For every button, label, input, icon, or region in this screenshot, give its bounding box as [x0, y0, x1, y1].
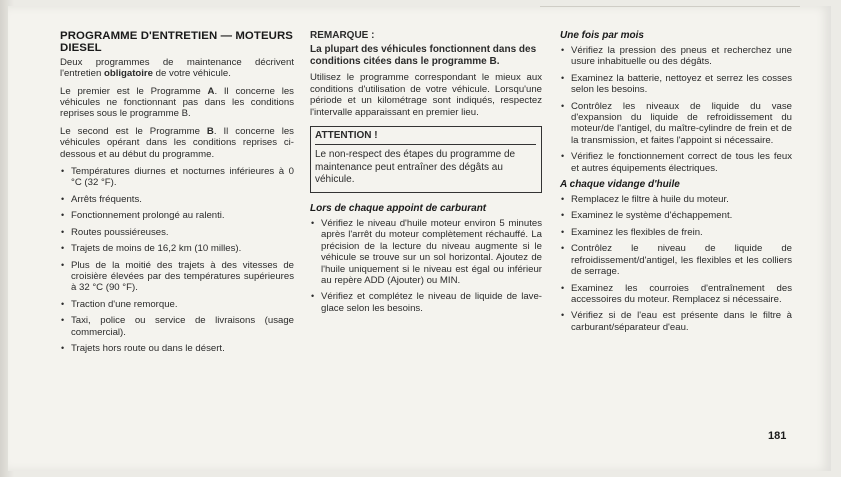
- warning-text: Le non-respect des étapes du programme de maintenance peut entraîner des dégâts au véhicule.: [315, 149, 516, 186]
- oil-change-heading: A chaque vidange d'huile: [560, 179, 680, 191]
- column-right: [560, 30, 792, 338]
- list-item-text: Fonctionnement prolongé au ralenti.: [71, 210, 225, 222]
- list-item: [560, 194, 792, 205]
- programme-b-text-end: . Il concerne les véhicules opérant dans les conditions reprises ci-dessous et au début du programme.: [60, 125, 294, 160]
- list-item: [60, 227, 294, 238]
- list-item-text: Taxi, police ou service de livraisons (usage commercial).: [71, 315, 294, 338]
- page-number: 181: [768, 430, 787, 442]
- list-item-text: Examinez les courroies d'entraînement des accessoires du moteur. Remplacez si nécessaire.: [571, 282, 792, 305]
- bullet-icon: •: [561, 226, 565, 237]
- bullet-icon: •: [561, 243, 565, 254]
- column-middle: [310, 30, 542, 319]
- intro-text-end: de votre véhicule.: [153, 68, 231, 80]
- list-item-text: Contrôlez le niveau de liquide de refroidissement/d'antigel, les flexibles et les colliers de serrage.: [571, 243, 792, 278]
- list-item: [60, 243, 294, 254]
- warning-title: ATTENTION !: [315, 130, 536, 145]
- bullet-icon: •: [561, 72, 565, 83]
- bullet-icon: •: [311, 291, 315, 302]
- bullet-icon: •: [61, 166, 65, 177]
- intro-paragraph: [60, 57, 294, 80]
- bullet-icon: •: [61, 210, 65, 221]
- list-item: [560, 45, 792, 68]
- remark-paragraph: Utilisez le programme correspondant le mieux aux conditions d'utilisation de votre véhicule. Lorsqu'une période et un kilométrage sont indiqués, respectez l'intervalle apparaissant en premier lieu.: [310, 72, 542, 118]
- programme-a-letter: A: [207, 85, 215, 97]
- list-item-text: Remplacez le filtre à huile du moteur.: [571, 194, 729, 206]
- intro-text: Deux programmes de maintenance décrivent l'entretien: [60, 56, 294, 80]
- bullet-icon: •: [561, 310, 565, 321]
- list-item: [560, 227, 792, 238]
- list-item-text: Trajets hors route ou dans le désert.: [71, 342, 225, 354]
- bullet-icon: •: [561, 194, 565, 205]
- list-item: [60, 194, 294, 205]
- bullet-icon: •: [561, 282, 565, 293]
- bullet-icon: •: [61, 193, 65, 204]
- list-item: [60, 315, 294, 338]
- list-item: [60, 299, 294, 310]
- column-left: [60, 30, 294, 359]
- bullet-icon: •: [61, 259, 65, 270]
- list-item: [60, 343, 294, 354]
- list-item: [560, 151, 792, 174]
- warning-box: [310, 126, 542, 193]
- conditions-list: [60, 166, 294, 354]
- fuel-list: [310, 218, 542, 314]
- programme-a-text: Le premier est le Programme: [60, 85, 208, 97]
- fuel-heading: Lors de chaque appoint de carburant: [310, 202, 487, 214]
- list-item-text: Vérifiez et complétez le niveau de liquide de lave-glace selon les besoins.: [321, 291, 542, 314]
- programme-b-text: Le second est le Programme: [60, 125, 207, 137]
- intro-bold: obligatoire: [103, 68, 154, 80]
- list-item-text: Trajets de moins de 16,2 km (10 milles).: [71, 243, 242, 255]
- list-item-text: Températures diurnes et nocturnes inférieures à 0 °C (32 °F).: [71, 166, 294, 189]
- oil-change-list: [560, 194, 792, 333]
- list-item: [560, 310, 792, 333]
- monthly-heading: Une fois par mois: [560, 30, 644, 41]
- list-item-text: Vérifiez si de l'eau est présente dans le filtre à carburant/séparateur d'eau.: [571, 310, 792, 333]
- programme-a-paragraph: [60, 86, 294, 120]
- bullet-icon: •: [561, 100, 565, 111]
- bullet-icon: •: [561, 45, 565, 55]
- list-item-text: Examinez la batterie, nettoyez et serrez les cosses selon les besoins.: [571, 72, 792, 96]
- remark-title: REMARQUE :: [310, 30, 375, 41]
- list-item: [560, 210, 792, 221]
- list-item: [310, 291, 542, 314]
- list-item-text: Vérifiez le niveau d'huile moteur environ 5 minutes après l'arrêt du moteur complètement réchauffé. La précision de la lecture du niveau augmente si le véhicule se trouve sur un sol horizontal. Ajoutez de l'huile uniquement si le niveau est égal ou inférieur au repère ADD (Ajouter) ou MIN.: [321, 217, 542, 286]
- list-item: [60, 210, 294, 221]
- bullet-icon: •: [61, 243, 65, 254]
- monthly-list: [560, 45, 792, 174]
- list-item: [560, 243, 792, 277]
- list-item-text: Plus de la moitié des trajets à des vitesses de croisière élevées par des températures supérieures à 32 °C (90 °F).: [71, 259, 294, 294]
- list-item: [560, 73, 792, 96]
- bullet-icon: •: [61, 298, 65, 309]
- list-item-text: Routes poussiéreuses.: [71, 226, 169, 238]
- list-item-text: Examinez le système d'échappement.: [571, 210, 733, 222]
- list-item-text: Contrôlez les niveaux de liquide du vase d'expansion du liquide de refroidissement du moteur/de l'antigel, du maître-cylindre de frein et de la transmission, et faites l'appoint si nécessaire.: [571, 100, 792, 146]
- list-item: [60, 166, 294, 189]
- programme-a-text-end: . Il concerne les véhicules ne fonctionnant pas dans les conditions reprises sous le programme B.: [60, 85, 294, 120]
- bullet-icon: •: [61, 342, 65, 353]
- bullet-icon: •: [561, 151, 565, 162]
- list-item-text: Vérifiez le fonctionnement correct de tous les feux et autres équipements électriques.: [571, 151, 792, 174]
- list-item-text: Traction d'une remorque.: [71, 298, 178, 310]
- programme-b-paragraph: [60, 126, 294, 160]
- list-item-text: Arrêts fréquents.: [71, 193, 142, 205]
- bullet-icon: •: [311, 217, 315, 228]
- list-item: [560, 283, 792, 306]
- list-item-text: Vérifiez la pression des pneus et recherchez une usure inhabituelle ou des dégâts.: [571, 45, 792, 68]
- bullet-icon: •: [61, 226, 65, 237]
- list-item-text: Examinez les flexibles de frein.: [571, 226, 703, 238]
- bullet-icon: •: [61, 315, 65, 326]
- programme-b-letter: B: [206, 125, 214, 137]
- list-item: [310, 218, 542, 286]
- list-item: [60, 260, 294, 294]
- list-item: [560, 101, 792, 147]
- remark-bold-text: La plupart des véhicules fonctionnent dans des conditions citées dans le programme B.: [310, 44, 537, 68]
- section-heading: PROGRAMME D'ENTRETIEN — MOTEURS DIESEL: [60, 30, 293, 55]
- top-divider: [540, 6, 800, 7]
- bullet-icon: •: [561, 210, 565, 221]
